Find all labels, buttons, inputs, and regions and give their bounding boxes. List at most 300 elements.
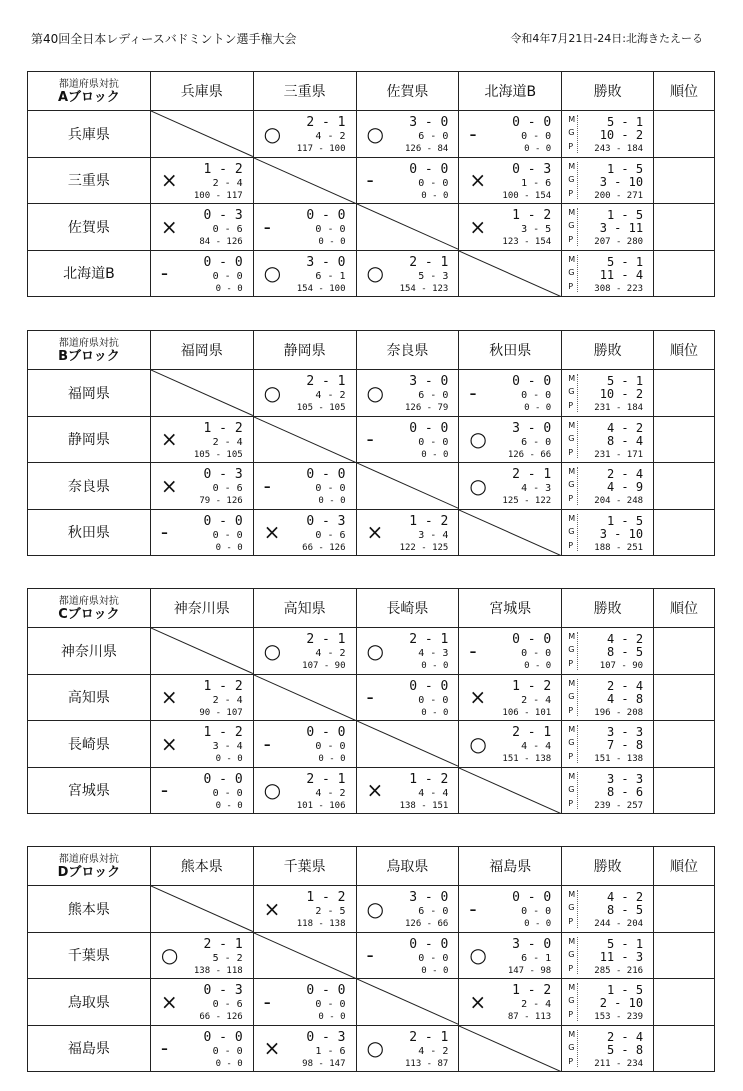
m-label: M [568, 983, 576, 992]
g-label: G [568, 526, 575, 536]
result-mark-icon: ○ [263, 778, 282, 803]
game-score: 0 - 0 [212, 1045, 243, 1057]
match-score: 0 - 0 [512, 890, 552, 905]
m-label: M [568, 725, 576, 734]
self-match-diagonal [253, 158, 356, 204]
point-score: 87 - 113 [507, 1012, 552, 1022]
record-header: 勝敗 [561, 589, 653, 627]
result-mark-icon: ○ [366, 1036, 384, 1061]
point-score: 147 - 98 [507, 965, 552, 976]
game-score: 0 - 6 [315, 529, 346, 541]
point-score: 0 - 0 [524, 144, 552, 154]
game-score: 0 - 0 [521, 906, 552, 917]
m-label: M [568, 1029, 576, 1039]
point-record: 308 - 223 [594, 283, 644, 294]
m-label: M [568, 513, 576, 523]
result-mark-icon: ○ [263, 121, 282, 146]
match-score: 3 - 0 [409, 115, 449, 130]
record-summary-cell [561, 933, 653, 979]
match-score: 3 - 0 [409, 890, 449, 905]
rank-cell [653, 463, 714, 509]
point-score: 154 - 100 [296, 283, 346, 294]
tournament-date-venue: 令和4年7月21日-24日:北海きたえーる [510, 32, 703, 45]
result-mark-icon: × [160, 427, 178, 452]
result-mark-icon: × [469, 685, 487, 710]
match-result-cell [150, 417, 253, 463]
g-label: G [568, 387, 575, 396]
record-summary-cell [561, 510, 653, 556]
summary-divider [577, 937, 578, 975]
match-result-cell [150, 510, 253, 556]
p-label: P [568, 401, 574, 410]
match-result-cell [356, 886, 459, 932]
self-match-diagonal [458, 251, 561, 297]
game-score: 4 - 3 [521, 483, 552, 494]
point-score: 125 - 122 [502, 496, 552, 506]
record-summary-cell [561, 251, 653, 297]
match-result-cell [458, 933, 561, 979]
game-score: 3 - 5 [521, 224, 552, 235]
match-result-cell [150, 204, 253, 250]
game-score: 0 - 0 [418, 694, 449, 706]
summary-divider [577, 115, 578, 153]
match-record: 1 - 5 [606, 513, 644, 528]
result-mark-icon: × [469, 989, 487, 1014]
rank-cell [653, 721, 714, 767]
game-score: 5 - 3 [418, 270, 449, 282]
block-header-row [28, 331, 714, 369]
match-score: 2 - 1 [409, 1029, 449, 1045]
match-record: 1 - 5 [606, 208, 644, 222]
result-mark-icon: - [469, 896, 477, 921]
match-result-cell [356, 111, 459, 157]
match-record: 3 - 3 [606, 725, 644, 739]
team-row [28, 627, 714, 674]
point-record: 153 - 239 [594, 1012, 644, 1022]
g-label: G [568, 996, 575, 1005]
rank-header: 順位 [653, 847, 714, 885]
point-score: 126 - 84 [405, 144, 449, 154]
point-score: 154 - 123 [399, 283, 449, 294]
rank-cell [653, 204, 714, 250]
m-label: M [568, 115, 576, 124]
record-summary-cell [561, 158, 653, 204]
point-score: 0 - 0 [524, 919, 552, 929]
p-label: P [568, 917, 574, 926]
match-score: 2 - 1 [306, 115, 346, 130]
g-label: G [568, 128, 575, 137]
record-summary-cell [561, 886, 653, 932]
record-summary-cell [561, 204, 653, 250]
game-score: 1 - 6 [521, 177, 552, 189]
record-header: 勝敗 [561, 847, 653, 885]
match-result-cell [356, 933, 459, 979]
self-match-diagonal [253, 417, 356, 463]
result-mark-icon: ○ [366, 261, 384, 286]
match-result-cell [356, 628, 459, 674]
match-result-cell [356, 1026, 459, 1072]
match-result-cell [356, 675, 459, 721]
match-result-cell [253, 886, 356, 932]
match-score: 0 - 0 [409, 678, 449, 694]
team-row [28, 203, 714, 250]
m-label: M [568, 771, 576, 781]
point-record: 211 - 234 [594, 1058, 644, 1069]
game-score: 0 - 0 [315, 741, 346, 752]
match-result-cell [150, 1026, 253, 1072]
match-result-cell [458, 721, 561, 767]
summary-divider [577, 374, 578, 412]
point-score: 66 - 126 [199, 1012, 243, 1022]
game-record: 8 - 5 [606, 645, 644, 659]
self-match-diagonal [356, 204, 459, 250]
result-mark-icon: × [469, 214, 487, 239]
game-record: 3 - 11 [599, 221, 644, 235]
column-team-header: 三重県 [253, 72, 356, 110]
match-record: 2 - 4 [606, 678, 644, 693]
m-label: M [568, 208, 576, 217]
point-score: 118 - 138 [296, 919, 346, 929]
summary-divider [577, 632, 578, 670]
match-score: 3 - 0 [306, 254, 346, 270]
point-score: 138 - 118 [193, 965, 243, 976]
point-score: 0 - 0 [318, 1012, 346, 1022]
match-score: 3 - 0 [512, 420, 552, 436]
g-label: G [568, 691, 575, 701]
match-score: 0 - 0 [306, 467, 346, 482]
self-match-diagonal [150, 628, 253, 674]
game-score: 4 - 2 [315, 390, 346, 401]
game-record: 4 - 8 [606, 691, 644, 706]
g-label: G [568, 267, 575, 277]
team-row [28, 674, 714, 721]
block-name: Cブロック [58, 607, 120, 622]
match-score: 2 - 1 [512, 467, 552, 482]
result-mark-icon: × [469, 168, 487, 193]
match-record: 2 - 4 [606, 1029, 644, 1044]
row-team-name: 鳥取県 [67, 994, 110, 1011]
point-score: 106 - 101 [502, 707, 552, 718]
record-summary-cell [561, 370, 653, 416]
record-header: 勝敗 [561, 331, 653, 369]
game-score: 4 - 2 [315, 131, 346, 142]
team-row [28, 767, 714, 814]
result-mark-icon: - [469, 121, 477, 146]
g-label: G [568, 174, 575, 184]
point-record: 239 - 257 [594, 800, 644, 811]
match-score: 1 - 2 [203, 678, 243, 694]
result-mark-icon: × [160, 214, 178, 239]
p-label: P [568, 705, 574, 715]
p-label: P [568, 188, 574, 198]
row-team-name: 福島県 [67, 1041, 110, 1058]
result-mark-icon: × [160, 685, 178, 710]
match-record: 2 - 4 [606, 467, 644, 481]
game-score: 4 - 2 [315, 648, 346, 659]
result-mark-icon: × [263, 1036, 281, 1061]
game-record: 5 - 8 [606, 1042, 644, 1057]
block-table [27, 71, 715, 297]
block-label-cell [28, 847, 150, 885]
column-team-header: 神奈川県 [150, 589, 253, 627]
p-label: P [568, 494, 574, 503]
game-score: 4 - 2 [315, 787, 346, 799]
match-result-cell [458, 675, 561, 721]
rank-cell [653, 886, 714, 932]
self-match-diagonal [458, 510, 561, 556]
p-label: P [568, 659, 574, 668]
match-result-cell [150, 933, 253, 979]
summary-divider [577, 1030, 578, 1068]
match-score: 0 - 0 [203, 254, 243, 270]
column-team-header: 奈良県 [356, 331, 459, 369]
game-score: 0 - 0 [212, 270, 243, 282]
point-score: 151 - 138 [502, 754, 552, 764]
match-result-cell [458, 886, 561, 932]
team-row [28, 885, 714, 932]
column-team-header: 宮城県 [458, 589, 561, 627]
match-result-cell [356, 768, 459, 814]
team-row [28, 978, 714, 1025]
column-team-header: 福島県 [458, 847, 561, 885]
result-mark-icon: - [366, 943, 374, 968]
match-record: 4 - 2 [606, 420, 644, 435]
tournament-title: 第40回全日本レディースバドミントン選手権大会 [31, 32, 297, 46]
point-record: 204 - 248 [594, 496, 644, 506]
match-record: 5 - 1 [606, 374, 644, 388]
result-mark-icon: × [366, 778, 384, 803]
team-row [28, 250, 714, 297]
match-score: 0 - 3 [306, 1029, 346, 1045]
row-team-name: 兵庫県 [67, 126, 110, 143]
match-result-cell [150, 675, 253, 721]
result-mark-icon: ○ [366, 380, 384, 405]
rank-cell [653, 628, 714, 674]
block-table [27, 588, 715, 814]
match-result-cell [150, 463, 253, 509]
record-summary-cell [561, 721, 653, 767]
match-score: 1 - 2 [512, 983, 552, 998]
match-result-cell [150, 721, 253, 767]
rank-cell [653, 1026, 714, 1072]
team-row [28, 416, 714, 463]
game-score: 2 - 4 [521, 694, 552, 706]
team-row [28, 369, 714, 416]
row-team-name: 北海道B [63, 266, 115, 283]
game-score: 3 - 4 [418, 529, 449, 541]
game-score: 0 - 0 [212, 529, 243, 541]
match-score: 2 - 1 [306, 771, 346, 787]
game-record: 11 - 3 [599, 949, 644, 964]
match-result-cell [356, 251, 459, 297]
match-score: 1 - 2 [203, 161, 243, 177]
result-mark-icon: - [263, 214, 271, 239]
point-score: 0 - 0 [215, 283, 243, 294]
record-summary-cell [561, 628, 653, 674]
match-result-cell [356, 510, 459, 556]
m-label: M [568, 890, 576, 899]
result-mark-icon: - [469, 638, 477, 663]
rank-cell [653, 675, 714, 721]
game-record: 7 - 8 [606, 738, 644, 752]
record-summary-cell [561, 417, 653, 463]
game-score: 2 - 5 [315, 906, 346, 917]
point-score: 123 - 154 [502, 237, 552, 247]
match-score: 1 - 2 [409, 513, 449, 529]
point-score: 100 - 117 [193, 190, 243, 201]
summary-divider [577, 725, 578, 763]
result-mark-icon: - [366, 427, 374, 452]
match-result-cell [458, 111, 561, 157]
match-record: 5 - 1 [606, 115, 644, 129]
rank-cell [653, 510, 714, 556]
m-label: M [568, 678, 576, 688]
team-row [28, 509, 714, 556]
record-summary-cell [561, 768, 653, 814]
game-score: 0 - 0 [418, 436, 449, 448]
summary-divider [577, 421, 578, 459]
match-result-cell [458, 628, 561, 674]
match-result-cell [253, 721, 356, 767]
m-label: M [568, 467, 576, 476]
match-score: 0 - 3 [203, 467, 243, 482]
game-record: 8 - 6 [606, 784, 644, 799]
point-score: 113 - 87 [405, 1058, 449, 1069]
block-name: Dブロック [57, 865, 121, 880]
match-record: 5 - 1 [606, 254, 644, 269]
p-label: P [568, 540, 574, 550]
point-score: 84 - 126 [199, 237, 243, 247]
result-mark-icon: × [263, 520, 281, 545]
game-score: 0 - 0 [315, 483, 346, 494]
point-score: 122 - 125 [399, 542, 449, 553]
column-team-header: 秋田県 [458, 331, 561, 369]
game-score: 0 - 0 [315, 224, 346, 235]
row-team-name: 熊本県 [67, 901, 110, 918]
result-mark-icon: × [160, 473, 178, 498]
rank-cell [653, 158, 714, 204]
rank-header: 順位 [653, 331, 714, 369]
match-score: 0 - 0 [306, 983, 346, 998]
point-score: 126 - 79 [405, 403, 449, 413]
result-mark-icon: - [263, 989, 271, 1014]
match-score: 2 - 1 [409, 254, 449, 270]
p-label: P [568, 281, 574, 291]
row-team-name: 奈良県 [67, 478, 110, 495]
match-score: 0 - 0 [512, 632, 552, 647]
row-team-name: 静岡県 [67, 432, 110, 449]
match-result-cell [356, 417, 459, 463]
g-label: G [568, 1042, 575, 1052]
result-mark-icon: × [160, 731, 178, 756]
point-score: 0 - 0 [421, 190, 449, 201]
g-label: G [568, 903, 575, 912]
summary-divider [577, 983, 578, 1021]
point-record: 244 - 204 [594, 919, 644, 929]
team-row [28, 462, 714, 509]
block-table [27, 846, 715, 1072]
match-score: 0 - 0 [512, 374, 552, 389]
match-record: 1 - 5 [606, 983, 644, 997]
point-record: 285 - 216 [594, 965, 644, 976]
point-score: 138 - 151 [399, 800, 449, 811]
game-score: 6 - 0 [521, 436, 552, 448]
column-team-header: 千葉県 [253, 847, 356, 885]
column-team-header: 長崎県 [356, 589, 459, 627]
rank-cell [653, 979, 714, 1025]
match-result-cell [253, 370, 356, 416]
match-score: 0 - 0 [203, 513, 243, 529]
match-score: 0 - 0 [306, 208, 346, 223]
column-team-header: 佐賀県 [356, 72, 459, 110]
game-score: 0 - 6 [212, 999, 243, 1010]
row-team-name: 秋田県 [67, 525, 110, 542]
column-team-header: 兵庫県 [150, 72, 253, 110]
row-team-name: 三重県 [67, 173, 110, 190]
match-result-cell [253, 111, 356, 157]
game-record: 10 - 2 [599, 128, 644, 142]
team-row [28, 1025, 714, 1072]
summary-divider [577, 772, 578, 810]
game-score: 6 - 0 [418, 131, 449, 142]
point-score: 90 - 107 [199, 707, 243, 718]
point-record: 231 - 171 [594, 449, 644, 460]
match-result-cell [458, 370, 561, 416]
game-score: 0 - 6 [212, 483, 243, 494]
result-mark-icon: ○ [469, 731, 487, 756]
result-mark-icon: × [366, 520, 384, 545]
point-score: 101 - 106 [296, 800, 346, 811]
rank-header: 順位 [653, 589, 714, 627]
game-score: 4 - 3 [418, 648, 449, 659]
point-score: 126 - 66 [405, 919, 449, 929]
match-score: 1 - 2 [203, 420, 243, 436]
p-label: P [568, 235, 574, 244]
result-mark-icon: × [160, 989, 178, 1014]
point-score: 0 - 0 [421, 661, 449, 671]
game-record: 3 - 10 [599, 526, 644, 541]
point-record: 200 - 271 [594, 190, 644, 201]
game-record: 2 - 10 [599, 996, 644, 1010]
match-score: 0 - 3 [203, 983, 243, 998]
column-team-header: 熊本県 [150, 847, 253, 885]
game-score: 4 - 4 [521, 741, 552, 752]
rank-header: 順位 [653, 72, 714, 110]
self-match-diagonal [150, 370, 253, 416]
match-score: 0 - 0 [409, 420, 449, 436]
game-record: 4 - 9 [606, 480, 644, 494]
point-record: 243 - 184 [594, 144, 644, 154]
g-label: G [568, 738, 575, 747]
point-score: 0 - 0 [215, 1058, 243, 1069]
match-result-cell [458, 463, 561, 509]
match-result-cell [150, 251, 253, 297]
game-score: 0 - 0 [418, 952, 449, 964]
match-score: 0 - 0 [203, 771, 243, 787]
result-mark-icon: - [160, 520, 169, 545]
game-record: 3 - 10 [599, 174, 644, 189]
match-score: 1 - 2 [203, 725, 243, 740]
match-score: 2 - 1 [306, 632, 346, 647]
game-score: 0 - 0 [315, 999, 346, 1010]
match-record: 4 - 2 [606, 632, 644, 646]
point-score: 100 - 154 [502, 190, 552, 201]
result-mark-icon: - [366, 168, 374, 193]
block-label-cell [28, 72, 150, 110]
rank-cell [653, 111, 714, 157]
game-score: 2 - 4 [212, 694, 243, 706]
result-mark-icon: - [160, 1036, 169, 1061]
